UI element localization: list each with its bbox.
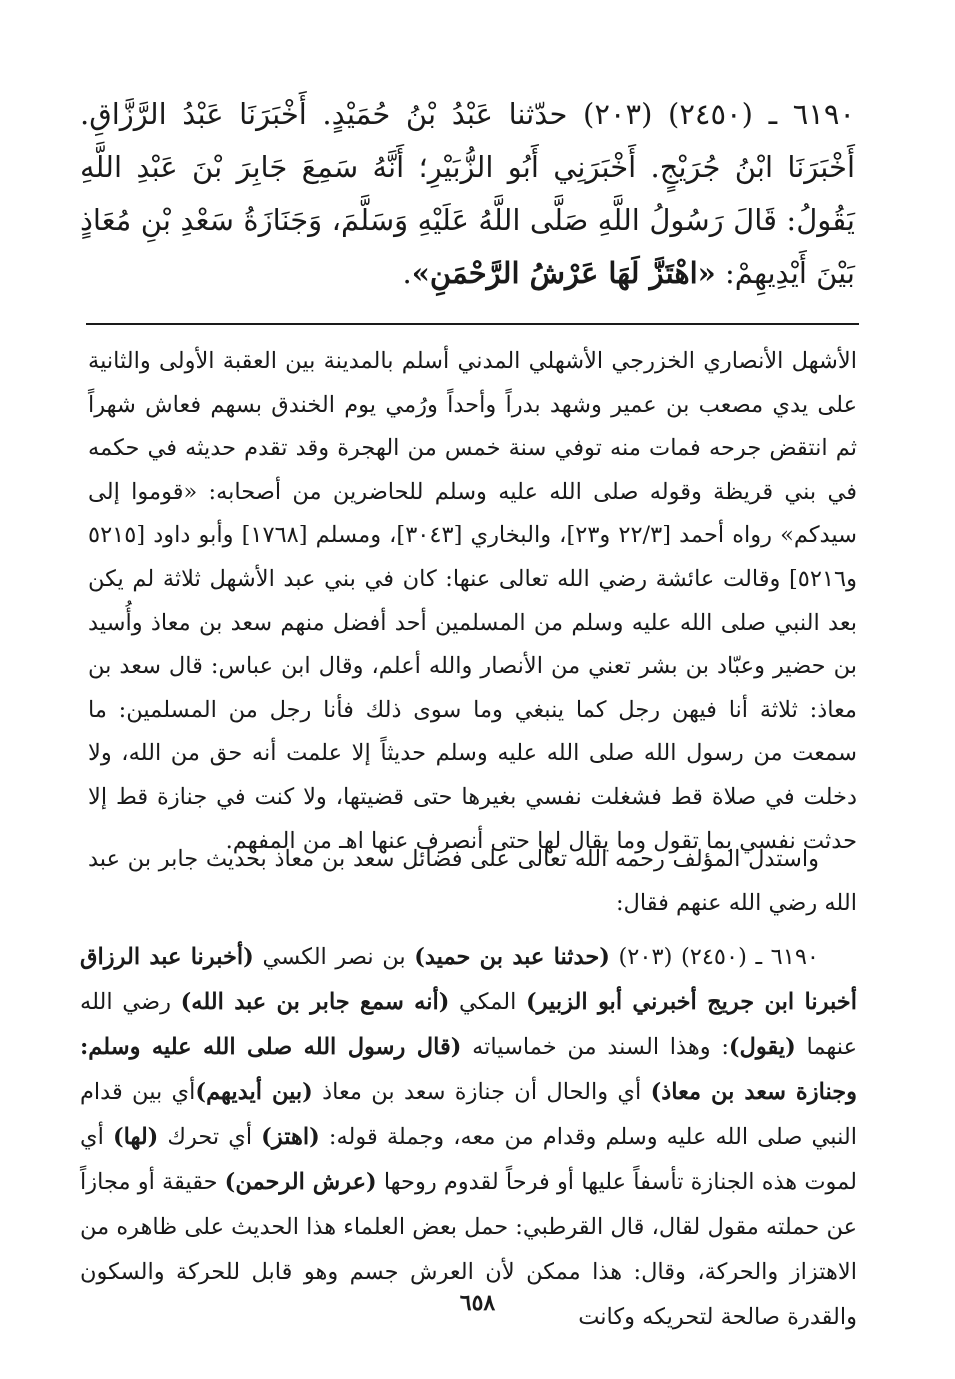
footnote-text: الأشهل الأنصاري الخزرجي الأشهلي المدني أسلم بالمدينة بين العقبة الأولى والثانية على يدي مصعب بن عمير وشهد بدراً وأحداً ورُمي يوم الخندق بسهم فعاش شهراً ثم انتقض جرحه فمات منه توفي سنة خمس من الهجرة وقد تقدم حديثه في حكمه في بني قريظة وقوله صلى الله عليه وسلم للحاضرين من أصحابه: «قوموا إلى سيدكم» رواه أحمد [٢٢/٣ و٢٣]، والبخاري [٣٠٤٣]، ومسلم [١٧٦٨] وأبو داود [٥٢١٥ و٥٢١٦] وقالت عائشة رضي الله تعالى عنها: كان في بني عبد الأشهل ثلاثة لم يكن بعد النبي صلى الله عليه وسلم من المسلمين أحد أفضل منهم سعد بن معاذ وأُسيد بن حضير وعبّاد بن بشر تعني من الأنصار والله أعلم، وقال ابن عباس: قال سعد بن معاذ: ثلاثة أنا فيهن رجل كما ينبغي وما سوى ذلك فأنا رجل من المسلمين: ما سمعت من رسول الله صلى الله عليه وسلم حديثاً إلا علمت أنه حق من الله، ولا دخلت في صلاة قط فشغلت نفسي بغيرها حتى قضيتها، ولا كنت في جنازة قط إلا حدثت نفسي بما تقول وما يقال لها حتى أنصرف عنها اهـ من المفهم. (88, 348, 858, 854)
sharh-matn: (بين أيديهم) (195, 1079, 313, 1105)
sharh-text: : وهذا السند من خماسياته (472, 1034, 729, 1060)
sharh-matn: (لها) (112, 1124, 159, 1150)
sharh-text: حقيقة أو مجازاً عن حملته مقول لقال، قال القرطبي: حمل بعض العلماء هذا الحديث على ظاهره من الاهتزاز والحركة، وقال: هذا ممكن لأن العرش جسم وهو قابل للحركة والسكون والقدرة صالحة لتحريكه وكانت (80, 1169, 857, 1330)
hadith-text (80, 88, 855, 300)
sharh-text: المكي (459, 989, 517, 1015)
hadith-quote: «اهْتَزَّ لَهَا عَرْشُ الرَّحْمَنِ» (411, 256, 716, 290)
hadith-isnad: حدّثنا عَبْدُ بْنُ حُمَيْدٍ. أَخْبَرَنَا عَبْدُ الرَّزَّاقِ. أَخْبَرَنَا ابْنُ جُرَيْجٍ. أَخْبَرَنِي أَبُو الزُّبَيْرِ؛ أَنَّهُ سَمِعَ جَابِرَ بْنَ عَبْدِ اللَّهِ يَقُولُ: قَالَ رَسُولُ اللَّهِ صَلَّى اللَّهُ عَلَيْهِ وَسَلَّمَ، وَجَنَازَةُ سَعْدِ بْنِ مُعَاذٍ بَيْنَ أَيْدِيهِمْ: (80, 97, 855, 290)
sharh-matn: (حدثنا عبد بن حميد) (414, 944, 610, 970)
footnote-separator (86, 323, 859, 325)
sharh-matn: (أنه سمع جابر بن عبد الله) (180, 989, 450, 1015)
sharh-matn: (يقول) (728, 1034, 796, 1060)
hadith-end: . (402, 256, 412, 290)
sharh-text: بن نصر الكسي (262, 944, 406, 970)
sharh-number: ٦١٩٠ ـ (٢٤٥٠) (٢٠٣) (618, 944, 819, 970)
commentary-intro-text: واستدل المؤلف رحمه الله تعالى على فضائل سعد بن معاذ بحديث جابر بن عبد الله رضي الله عنهم فقال: (88, 846, 857, 916)
sharh-text: رضي الله عنهما (80, 989, 857, 1060)
sharh-text: أي لموت هذه الجنازة تأسفاً عليها أو فرحاً لقدوم روحها (80, 1124, 857, 1195)
sharh-matn: (أخبرنا عبد الرزاق أخبرنا ابن جريج أخبرني أبو الزبير) (80, 944, 857, 1015)
footnote-biography (88, 340, 857, 863)
sharh-text: أي بين قدام النبي صلى الله عليه وسلم وقدام من معه، وجملة قوله: (80, 1079, 857, 1150)
sharh-matn: (اهتز) (261, 1124, 320, 1150)
sharh-matn: (عرش الرحمن) (224, 1169, 377, 1195)
sharh-paragraph (80, 935, 857, 1340)
sharh-text: أي والحال أن جنازة سعد بن معاذ (322, 1079, 642, 1105)
commentary-sharh (80, 935, 857, 1340)
page-number: ٦٥٨ (459, 1290, 496, 1316)
commentary-intro (88, 838, 857, 925)
sharh-matn: (قال رسول الله صلى الله عليه وسلم: وجنازة سعد بن معاذ) (80, 1034, 858, 1105)
sharh-text: أي تحرك (167, 1124, 253, 1150)
hadith-number: ٦١٩٠ ـ (٢٤٥٠) (٢٠٣) (583, 97, 855, 131)
